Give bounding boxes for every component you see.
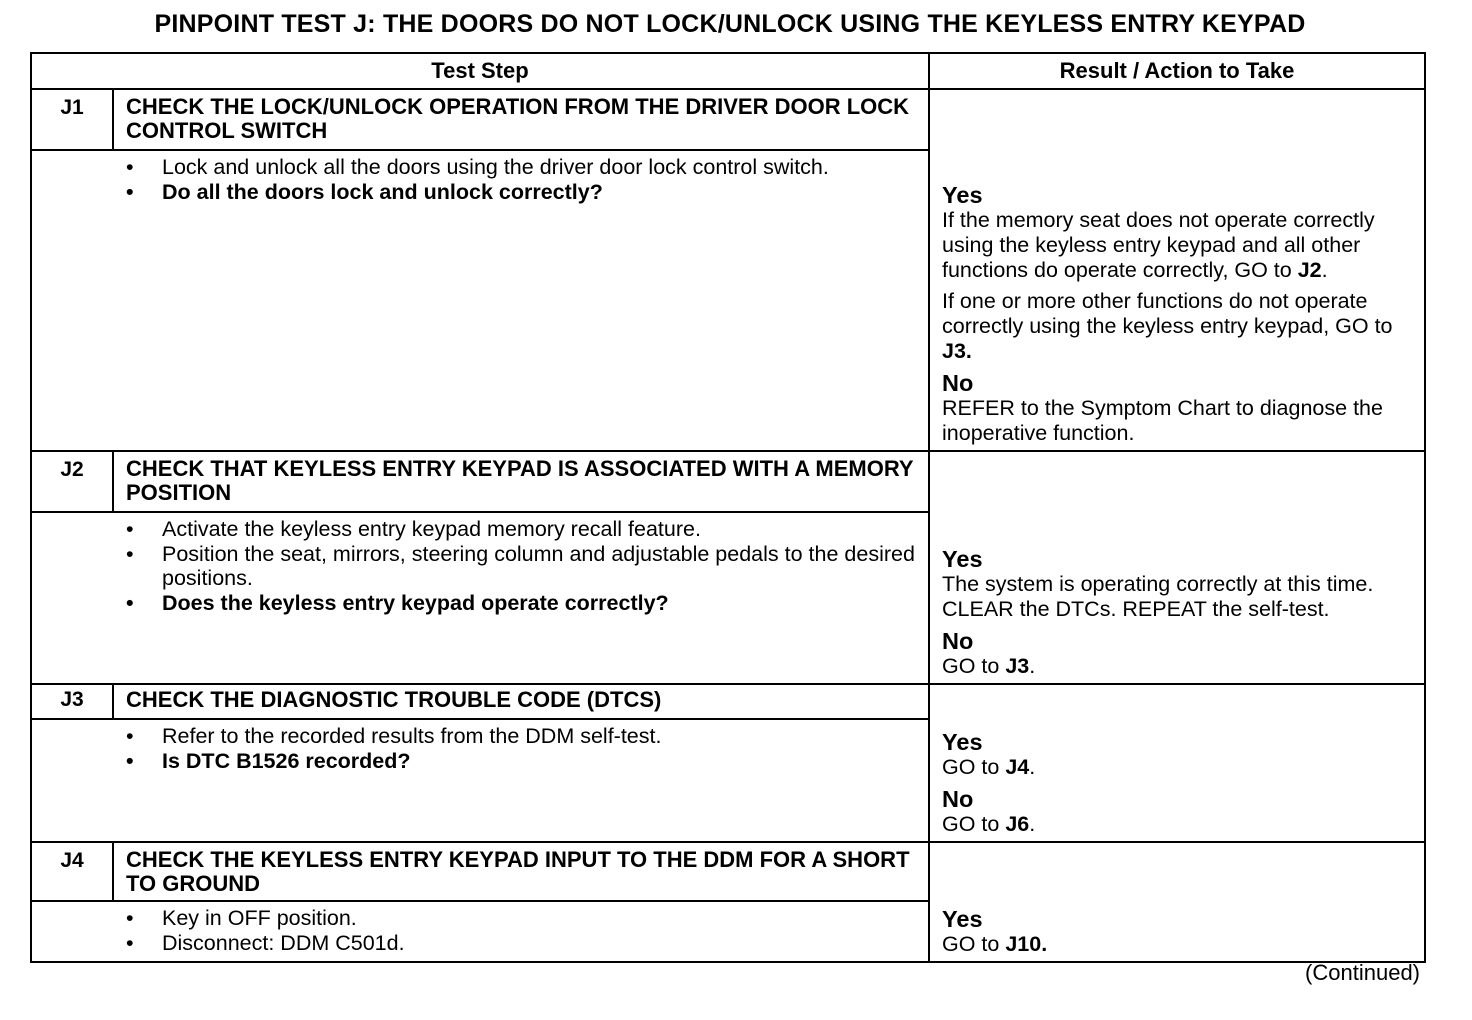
step-instructions [32,902,928,963]
yes-action-text: GO to J10. [942,932,1048,956]
step-reference: J3 [1005,654,1030,678]
step-heading: CHECK THE KEYLESS ENTRY KEYPAD INPUT TO THE DDM FOR A SHORT TO GROUND [126,847,910,896]
yes-label: Yes [942,906,983,932]
step-j1 [32,90,1424,452]
step-heading: CHECK THE LOCK/UNLOCK OPERATION FROM THE DRIVER DOOR LOCK CONTROL SWITCH [126,94,910,143]
step-reference: J3 [942,339,966,363]
test-step-header: Test Step [32,54,930,88]
step-id: J1 [32,90,114,149]
instruction-bullet: • Activate the keyless entry keypad memory recall feature. [126,517,918,542]
no-action-text: GO to J3. [942,654,1036,678]
pinpoint-test-table [30,52,1426,963]
step-result [930,843,1424,961]
yes-label: Yes [942,182,983,208]
instruction-question: • Does the keyless entry keypad operate correctly? [126,591,918,616]
step-instructions [32,513,928,623]
page-title: PINPOINT TEST J: THE DOORS DO NOT LOCK/UNLOCK USING THE KEYLESS ENTRY KEYPAD [154,10,1306,38]
step-id: J4 [32,843,114,900]
step-result [930,685,1424,841]
instruction-bullet: • Key in OFF position. [126,906,918,931]
step-j2 [32,452,1424,685]
instruction-bullet: • Position the seat, mirrors, steering column and adjustable pedals to the desired positions. [126,542,918,591]
yes-action-text: If one or more other functions do not operate correctly using the keyless entry keypad, GO to J3. [942,289,1393,363]
result-header: Result / Action to Take [1059,58,1295,83]
step-id: J3 [32,685,114,718]
step-heading: CHECK THE DIAGNOSTIC TROUBLE CODE (DTCS) [126,687,662,712]
step-heading: CHECK THAT KEYLESS ENTRY KEYPAD IS ASSOCIATED WITH A MEMORY POSITION [126,456,914,505]
step-instructions [32,151,928,212]
no-label: No [942,786,974,812]
step-result [930,452,1424,683]
instruction-bullet: • Lock and unlock all the doors using the driver door lock control switch. [126,155,918,180]
instruction-question: • Is DTC B1526 recorded? [126,749,918,774]
instruction-bullet: • Refer to the recorded results from the DDM self-test. [126,724,918,749]
step-reference: J6 [1005,812,1030,836]
no-label: No [942,628,974,654]
step-instructions [32,720,928,781]
no-action-text: REFER to the Symptom Chart to diagnose the inoperative function. [942,396,1383,445]
instruction-question: • Do all the doors lock and unlock correctly? [126,180,918,205]
yes-action-text: The system is operating correctly at this time. CLEAR the DTCs. REPEAT the self-test. [942,572,1374,621]
continued-note: (Continued) [1305,960,1420,985]
table-header [32,54,1424,90]
yes-label: Yes [942,729,983,755]
yes-label: Yes [942,546,983,572]
step-j3 [32,685,1424,843]
step-reference: J10 [1005,932,1042,956]
no-label: No [942,370,974,396]
step-j4 [32,843,1424,961]
yes-action-text: If the memory seat does not operate correctly using the keyless entry keypad and all other functions do operate correctly, GO to J2. [942,208,1375,282]
step-reference: J2 [1297,258,1322,282]
yes-action-text: GO to J4. [942,755,1036,779]
no-action-text: GO to J6. [942,812,1036,836]
step-id: J2 [32,452,114,511]
instruction-bullet: • Disconnect: DDM C501d. [126,931,918,956]
step-result [930,90,1424,450]
step-reference: J4 [1005,755,1030,779]
